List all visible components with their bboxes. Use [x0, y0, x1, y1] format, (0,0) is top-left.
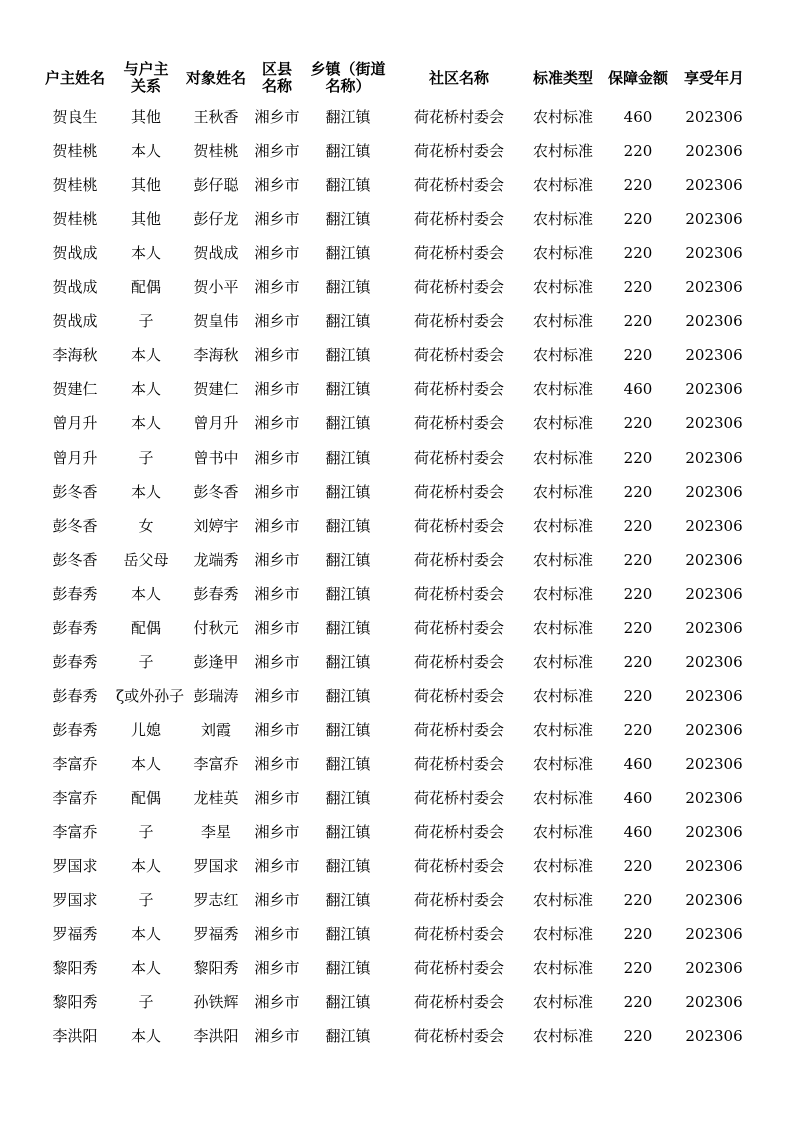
standard-cell: 农村标准 — [532, 516, 593, 535]
subject-cell: 彭瑞涛 — [193, 686, 239, 705]
relation-cell: 配偶 — [130, 789, 161, 807]
subject-cell: 罗福秀 — [193, 925, 239, 944]
subject-cell: 黎阳秀 — [193, 959, 239, 978]
month-cell: 202306 — [685, 380, 743, 399]
relation-cell: 子 — [138, 891, 154, 910]
table-row — [0, 202, 793, 236]
relation-cell: 配偶 — [130, 278, 161, 297]
county-cell: 湘乡市 — [254, 210, 300, 229]
householder-cell: 李富乔 — [52, 823, 98, 841]
month-cell: 202306 — [685, 584, 743, 603]
table-row — [0, 883, 793, 917]
subject-cell: 彭春秀 — [193, 584, 239, 603]
amount-cell: 220 — [623, 210, 653, 229]
subject-cell: 贺皇伟 — [193, 312, 239, 331]
householder-cell: 罗国求 — [52, 891, 98, 910]
county-cell: 湘乡市 — [254, 516, 300, 535]
standard-cell: 农村标准 — [532, 925, 593, 944]
county-cell: 湘乡市 — [254, 652, 300, 671]
month-cell: 202306 — [685, 891, 743, 910]
standard-cell: 农村标准 — [532, 550, 593, 569]
table-row — [0, 304, 793, 338]
amount-cell: 220 — [623, 959, 653, 978]
county-cell: 湘乡市 — [254, 414, 300, 433]
month-cell: 202306 — [685, 1027, 743, 1046]
standard-cell: 农村标准 — [532, 448, 593, 467]
standard-cell: 农村标准 — [532, 210, 593, 229]
relation-cell: ζ或外孙子 — [116, 686, 185, 705]
month-cell: 202306 — [685, 176, 743, 195]
householder-cell: 曾月升 — [52, 414, 98, 433]
standard-cell: 农村标准 — [532, 618, 593, 637]
standard-cell: 农村标准 — [532, 244, 593, 263]
month-cell: 202306 — [685, 550, 743, 569]
subject-cell: 王秋香 — [193, 108, 239, 126]
relation-cell: 岳父母 — [123, 550, 169, 569]
amount-cell: 220 — [623, 448, 653, 467]
subject-cell: 曾月升 — [193, 414, 239, 433]
table-row — [0, 543, 793, 577]
community-cell: 荷花桥村委会 — [413, 550, 504, 569]
header-town — [304, 56, 392, 100]
county-cell: 湘乡市 — [254, 823, 300, 841]
relation-cell: 本人 — [130, 754, 161, 773]
month-cell: 202306 — [685, 720, 743, 739]
community-cell: 荷花桥村委会 — [413, 108, 504, 126]
month-cell: 202306 — [685, 925, 743, 944]
relation-cell: 女 — [138, 516, 154, 535]
community-cell: 荷花桥村委会 — [413, 142, 504, 161]
standard-cell: 农村标准 — [532, 278, 593, 297]
relation-cell: 子 — [138, 993, 154, 1012]
county-cell: 湘乡市 — [254, 789, 300, 807]
town-cell: 翻江镇 — [325, 278, 371, 297]
month-cell: 202306 — [685, 789, 743, 807]
relation-cell: 子 — [138, 312, 154, 331]
month-cell: 202306 — [685, 993, 743, 1012]
householder-cell: 彭春秀 — [52, 652, 98, 671]
town-cell: 翻江镇 — [325, 244, 371, 263]
amount-cell: 220 — [623, 652, 653, 671]
table-row — [0, 849, 793, 883]
county-cell: 湘乡市 — [254, 686, 300, 705]
community-cell: 荷花桥村委会 — [413, 244, 504, 263]
county-cell: 湘乡市 — [254, 857, 300, 876]
county-cell: 湘乡市 — [254, 1027, 300, 1046]
table-row — [0, 441, 793, 475]
householder-cell: 黎阳秀 — [52, 993, 98, 1012]
town-cell: 翻江镇 — [325, 108, 371, 126]
community-cell: 荷花桥村委会 — [413, 754, 504, 773]
relation-cell: 本人 — [130, 380, 161, 399]
community-cell: 荷花桥村委会 — [413, 652, 504, 671]
table-header-row — [0, 56, 793, 100]
town-cell: 翻江镇 — [325, 380, 371, 399]
month-cell: 202306 — [685, 278, 743, 297]
amount-cell: 220 — [623, 346, 653, 365]
month-cell: 202306 — [685, 516, 743, 535]
town-cell: 翻江镇 — [325, 312, 371, 331]
amount-cell: 220 — [623, 278, 653, 297]
town-cell: 翻江镇 — [325, 176, 371, 195]
month-cell: 202306 — [685, 686, 743, 705]
county-cell: 湘乡市 — [254, 176, 300, 195]
header-town-line2: 名称） — [325, 77, 371, 95]
relation-cell: 本人 — [130, 482, 161, 501]
town-cell: 翻江镇 — [325, 925, 371, 944]
subject-cell: 彭逢甲 — [193, 652, 239, 671]
community-cell: 荷花桥村委会 — [413, 686, 504, 705]
householder-cell: 彭冬香 — [52, 516, 98, 535]
subject-cell: 龙端秀 — [193, 550, 239, 569]
header-county-line1: 区县 — [261, 60, 292, 78]
householder-cell: 贺建仁 — [52, 380, 98, 399]
month-cell: 202306 — [685, 108, 743, 126]
town-cell: 翻江镇 — [325, 720, 371, 739]
standard-cell: 农村标准 — [532, 482, 593, 501]
amount-cell: 460 — [623, 823, 653, 841]
month-cell: 202306 — [685, 448, 743, 467]
standard-cell: 农村标准 — [532, 993, 593, 1012]
county-cell: 湘乡市 — [254, 959, 300, 978]
community-cell: 荷花桥村委会 — [413, 210, 504, 229]
amount-cell: 460 — [623, 108, 653, 126]
standard-cell: 农村标准 — [532, 823, 593, 841]
community-cell: 荷花桥村委会 — [413, 584, 504, 603]
standard-cell: 农村标准 — [532, 857, 593, 876]
amount-cell: 220 — [623, 993, 653, 1012]
householder-cell: 贺桂桃 — [52, 176, 98, 195]
county-cell: 湘乡市 — [254, 448, 300, 467]
subject-cell: 贺战成 — [193, 244, 239, 263]
town-cell: 翻江镇 — [325, 142, 371, 161]
standard-cell: 农村标准 — [532, 108, 593, 126]
amount-cell: 220 — [623, 686, 653, 705]
householder-cell: 彭春秀 — [52, 720, 98, 739]
table-row — [0, 100, 793, 134]
county-cell: 湘乡市 — [254, 244, 300, 263]
relation-cell: 本人 — [130, 584, 161, 603]
subject-cell: 李海秋 — [193, 346, 239, 365]
header-county-line2: 名称 — [261, 77, 292, 95]
town-cell: 翻江镇 — [325, 959, 371, 978]
amount-cell: 460 — [623, 380, 653, 399]
county-cell: 湘乡市 — [254, 278, 300, 297]
householder-cell: 彭冬香 — [52, 482, 98, 501]
subject-cell: 李富乔 — [193, 754, 239, 773]
community-cell: 荷花桥村委会 — [413, 993, 504, 1012]
relation-cell: 本人 — [130, 1027, 161, 1046]
county-cell: 湘乡市 — [254, 925, 300, 944]
amount-cell: 220 — [623, 176, 653, 195]
amount-cell: 220 — [623, 618, 653, 637]
subject-cell: 贺桂桃 — [193, 142, 239, 161]
table-row — [0, 338, 793, 372]
county-cell: 湘乡市 — [254, 142, 300, 161]
header-householder: 户主姓名 — [44, 68, 105, 87]
town-cell: 翻江镇 — [325, 516, 371, 535]
month-cell: 202306 — [685, 857, 743, 876]
amount-cell: 460 — [623, 754, 653, 773]
amount-cell: 220 — [623, 312, 653, 331]
community-cell: 荷花桥村委会 — [413, 516, 504, 535]
householder-cell: 李富乔 — [52, 789, 98, 807]
householder-cell: 李海秋 — [52, 346, 98, 365]
town-cell: 翻江镇 — [325, 754, 371, 773]
table-row — [0, 815, 793, 849]
amount-cell: 460 — [623, 789, 653, 807]
community-cell: 荷花桥村委会 — [413, 925, 504, 944]
subject-cell: 曾书中 — [193, 448, 239, 467]
householder-cell: 彭春秀 — [52, 686, 98, 705]
county-cell: 湘乡市 — [254, 380, 300, 399]
header-amount: 保障金额 — [607, 68, 668, 87]
community-cell: 荷花桥村委会 — [413, 789, 504, 807]
header-month: 享受年月 — [683, 68, 744, 87]
subject-cell: 罗国求 — [193, 857, 239, 876]
relation-cell: 其他 — [130, 210, 161, 229]
town-cell: 翻江镇 — [325, 346, 371, 365]
table-row — [0, 1019, 793, 1053]
month-cell: 202306 — [685, 482, 743, 501]
town-cell: 翻江镇 — [325, 993, 371, 1012]
table-row — [0, 951, 793, 985]
amount-cell: 220 — [623, 244, 653, 263]
subject-cell: 彭仔龙 — [193, 210, 239, 229]
householder-cell: 曾月升 — [52, 448, 98, 467]
subject-cell: 孙铁辉 — [193, 993, 239, 1012]
table-row — [0, 747, 793, 781]
standard-cell: 农村标准 — [532, 312, 593, 331]
community-cell: 荷花桥村委会 — [413, 312, 504, 331]
community-cell: 荷花桥村委会 — [413, 1027, 504, 1046]
standard-cell: 农村标准 — [532, 142, 593, 161]
county-cell: 湘乡市 — [254, 550, 300, 569]
county-cell: 湘乡市 — [254, 584, 300, 603]
subject-cell: 罗志红 — [193, 891, 239, 910]
county-cell: 湘乡市 — [254, 346, 300, 365]
header-standard: 标准类型 — [532, 68, 593, 87]
month-cell: 202306 — [685, 142, 743, 161]
table-row — [0, 645, 793, 679]
table-row — [0, 917, 793, 951]
standard-cell: 农村标准 — [532, 891, 593, 910]
relation-cell: 本人 — [130, 346, 161, 365]
standard-cell: 农村标准 — [532, 686, 593, 705]
town-cell: 翻江镇 — [325, 584, 371, 603]
householder-cell: 贺桂桃 — [52, 142, 98, 161]
subject-cell: 李星 — [200, 823, 231, 841]
amount-cell: 220 — [623, 516, 653, 535]
amount-cell: 220 — [623, 550, 653, 569]
amount-cell: 220 — [623, 142, 653, 161]
community-cell: 荷花桥村委会 — [413, 176, 504, 195]
header-town-line1: 乡镇（街道 — [310, 60, 386, 78]
subject-cell: 刘婷宇 — [193, 516, 239, 535]
standard-cell: 农村标准 — [532, 720, 593, 739]
town-cell: 翻江镇 — [325, 686, 371, 705]
town-cell: 翻江镇 — [325, 857, 371, 876]
town-cell: 翻江镇 — [325, 891, 371, 910]
community-cell: 荷花桥村委会 — [413, 346, 504, 365]
standard-cell: 农村标准 — [532, 959, 593, 978]
standard-cell: 农村标准 — [532, 380, 593, 399]
town-cell: 翻江镇 — [325, 448, 371, 467]
relation-cell: 其他 — [130, 108, 161, 126]
relation-cell: 本人 — [130, 959, 161, 978]
relation-cell: 本人 — [130, 925, 161, 944]
householder-cell: 彭春秀 — [52, 618, 98, 637]
table-row — [0, 236, 793, 270]
community-cell: 荷花桥村委会 — [413, 448, 504, 467]
month-cell: 202306 — [685, 959, 743, 978]
month-cell: 202306 — [685, 618, 743, 637]
table-row — [0, 679, 793, 713]
amount-cell: 220 — [623, 891, 653, 910]
householder-cell: 罗福秀 — [52, 925, 98, 944]
standard-cell: 农村标准 — [532, 754, 593, 773]
town-cell: 翻江镇 — [325, 652, 371, 671]
county-cell: 湘乡市 — [254, 618, 300, 637]
amount-cell: 220 — [623, 925, 653, 944]
month-cell: 202306 — [685, 754, 743, 773]
month-cell: 202306 — [685, 210, 743, 229]
table-row — [0, 270, 793, 304]
subject-cell: 彭冬香 — [193, 482, 239, 501]
community-cell: 荷花桥村委会 — [413, 278, 504, 297]
table-row — [0, 168, 793, 202]
town-cell: 翻江镇 — [325, 789, 371, 807]
householder-cell: 李洪阳 — [52, 1027, 98, 1046]
standard-cell: 农村标准 — [532, 652, 593, 671]
table-row — [0, 577, 793, 611]
relation-cell: 本人 — [130, 244, 161, 263]
town-cell: 翻江镇 — [325, 618, 371, 637]
town-cell: 翻江镇 — [325, 414, 371, 433]
table-row — [0, 781, 793, 815]
county-cell: 湘乡市 — [254, 993, 300, 1012]
table-row — [0, 134, 793, 168]
amount-cell: 220 — [623, 414, 653, 433]
month-cell: 202306 — [685, 312, 743, 331]
subject-cell: 彭仔聪 — [193, 176, 239, 195]
table-row — [0, 406, 793, 440]
town-cell: 翻江镇 — [325, 823, 371, 841]
community-cell: 荷花桥村委会 — [413, 380, 504, 399]
table-row — [0, 611, 793, 645]
county-cell: 湘乡市 — [254, 108, 300, 126]
town-cell: 翻江镇 — [325, 550, 371, 569]
month-cell: 202306 — [685, 346, 743, 365]
relation-cell: 本人 — [130, 857, 161, 876]
householder-cell: 彭冬香 — [52, 550, 98, 569]
table-row — [0, 372, 793, 406]
standard-cell: 农村标准 — [532, 789, 593, 807]
county-cell: 湘乡市 — [254, 720, 300, 739]
table-row — [0, 713, 793, 747]
householder-cell: 贺战成 — [52, 244, 98, 263]
relation-cell: 子 — [138, 823, 154, 841]
relation-cell: 本人 — [130, 414, 161, 433]
relation-cell: 其他 — [130, 176, 161, 195]
header-county — [252, 56, 302, 100]
relation-cell: 配偶 — [130, 618, 161, 637]
header-relation — [116, 56, 176, 100]
header-subject: 对象姓名 — [185, 68, 246, 87]
month-cell: 202306 — [685, 823, 743, 841]
community-cell: 荷花桥村委会 — [413, 891, 504, 910]
amount-cell: 220 — [623, 584, 653, 603]
householder-cell: 贺战成 — [52, 278, 98, 297]
amount-cell: 220 — [623, 857, 653, 876]
county-cell: 湘乡市 — [254, 754, 300, 773]
subject-cell: 贺建仁 — [193, 380, 239, 399]
community-cell: 荷花桥村委会 — [413, 618, 504, 637]
amount-cell: 220 — [623, 482, 653, 501]
relation-cell: 子 — [138, 448, 154, 467]
householder-cell: 黎阳秀 — [52, 959, 98, 978]
standard-cell: 农村标准 — [532, 176, 593, 195]
county-cell: 湘乡市 — [254, 891, 300, 910]
subject-cell: 付秋元 — [193, 618, 239, 637]
header-relation-line1: 与户主 — [123, 60, 169, 78]
community-cell: 荷花桥村委会 — [413, 959, 504, 978]
town-cell: 翻江镇 — [325, 210, 371, 229]
householder-cell: 贺战成 — [52, 312, 98, 331]
table-row — [0, 985, 793, 1019]
householder-cell: 贺良生 — [52, 108, 98, 126]
table-row — [0, 475, 793, 509]
subject-cell: 贺小平 — [193, 278, 239, 297]
amount-cell: 220 — [623, 720, 653, 739]
community-cell: 荷花桥村委会 — [413, 482, 504, 501]
month-cell: 202306 — [685, 414, 743, 433]
county-cell: 湘乡市 — [254, 312, 300, 331]
month-cell: 202306 — [685, 652, 743, 671]
relation-cell: 儿媳 — [130, 720, 161, 739]
header-relation-line2: 关系 — [130, 77, 161, 95]
table-row — [0, 509, 793, 543]
subject-cell: 龙桂英 — [193, 789, 239, 807]
standard-cell: 农村标准 — [532, 414, 593, 433]
householder-cell: 贺桂桃 — [52, 210, 98, 229]
relation-cell: 子 — [138, 652, 154, 671]
householder-cell: 罗国求 — [52, 857, 98, 876]
subject-cell: 李洪阳 — [193, 1027, 239, 1046]
header-community: 社区名称 — [428, 68, 489, 87]
relation-cell: 本人 — [130, 142, 161, 161]
community-cell: 荷花桥村委会 — [413, 857, 504, 876]
town-cell: 翻江镇 — [325, 1027, 371, 1046]
standard-cell: 农村标准 — [532, 346, 593, 365]
householder-cell: 彭春秀 — [52, 584, 98, 603]
community-cell: 荷花桥村委会 — [413, 720, 504, 739]
month-cell: 202306 — [685, 244, 743, 263]
county-cell: 湘乡市 — [254, 482, 300, 501]
subject-cell: 刘霞 — [200, 720, 231, 739]
standard-cell: 农村标准 — [532, 584, 593, 603]
town-cell: 翻江镇 — [325, 482, 371, 501]
standard-cell: 农村标准 — [532, 1027, 593, 1046]
community-cell: 荷花桥村委会 — [413, 414, 504, 433]
community-cell: 荷花桥村委会 — [413, 823, 504, 841]
householder-cell: 李富乔 — [52, 754, 98, 773]
amount-cell: 220 — [623, 1027, 653, 1046]
